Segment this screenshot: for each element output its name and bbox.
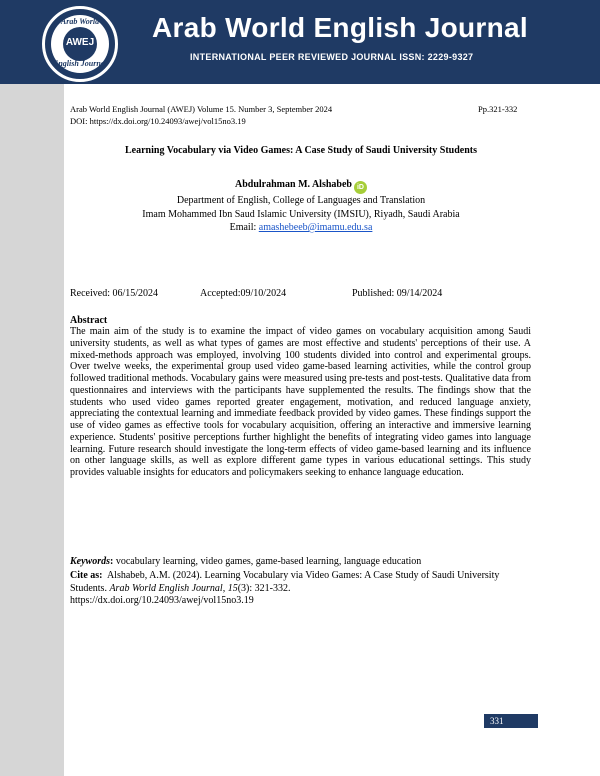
journal-logo xyxy=(42,6,118,82)
paper-title: Learning Vocabulary via Video Games: A Case Study of Saudi University Students xyxy=(125,145,477,156)
keywords-text: vocabulary learning, video games, game-based learning, language education xyxy=(115,556,422,567)
left-margin-bar xyxy=(0,0,64,776)
email-link[interactable]: amashebeeb@imamu.edu.sa xyxy=(258,222,373,233)
journal-title: Arab World English Journal xyxy=(152,12,528,43)
page-number: 331 xyxy=(490,716,504,726)
abstract-text: The main aim of the study is to examine the impact of video games on vocabulary acquisition among Saudi university students, as well as what types of games are most effective and students' perceptions of their use. A mixed-methods approach was employed, involving 100 students divided into control and experimental groups. Over twelve weeks, the experimental group used video game-based learning activities, while the control group followed traditional methods. Vocabulary gains were measured using pre-tests and post-tests. Qualitative data from questionnaires and interviews with the participants have supplemented the results. The findings show that the students who used video games reported greater engagement, motivation, and reduced language anxiety, appreciating the contextual learning and immediate feedback provided by video games. These findings support the use of video games as effective tools for vocabulary acquisition, offering an interactive and immersive learning experience. Students' positive perceptions further highlight the benefits of integrating video games into language learning. Future research should investigate the long-term effects of video game-based learning and its influence on other language skills, as well as explore different game types in various educational settings. This study provides valuable insights for educators and policymakers seeking to enhance language education. xyxy=(70,326,531,478)
logo-bottom-text: English Journal xyxy=(52,59,108,68)
journal-header xyxy=(0,0,600,84)
keywords-label: Keywords xyxy=(70,556,110,567)
author-university: Imam Mohammed Ibn Saud Islamic University (IMSIU), Riyadh, Saudi Arabia xyxy=(142,208,460,220)
journal-subtitle: INTERNATIONAL PEER REVIEWED JOURNAL ISSN: 2229-9327 xyxy=(190,52,474,62)
author-department: Department of English, College of Languages and Translation xyxy=(176,195,426,206)
keywords-line: Keywords: vocabulary learning, video games, game-based learning, language education xyxy=(70,556,422,567)
logo-top-text: Arab World xyxy=(60,17,100,26)
cite-journal: Arab World English Journal, 15 xyxy=(109,582,238,594)
cite-issue: (3): 321-332. xyxy=(237,582,291,594)
received-date: Received: 06/15/2024 xyxy=(70,288,159,299)
citation-line: Arab World English Journal (AWEJ) Volume 15. Number 3, September 2024 xyxy=(70,104,333,114)
logo-center-text: AWEJ xyxy=(65,37,95,48)
doi-line[interactable]: DOI: https://dx.doi.org/10.24093/awej/vol15no3.19 xyxy=(70,116,246,126)
author-block xyxy=(70,178,532,235)
published-date: Published: 09/14/2024 xyxy=(352,288,443,299)
accepted-date: Accepted:09/10/2024 xyxy=(200,288,287,299)
orcid-icon[interactable]: iD xyxy=(354,181,367,194)
author-name: Abdulrahman M. Alshabeb xyxy=(235,179,352,190)
email-label: Email: xyxy=(229,222,257,233)
cite-doi[interactable]: https://dx.doi.org/10.24093/awej/vol15no3.19 xyxy=(70,595,254,606)
cite-authors: Alshabeb, A.M. (2024). Learning Vocabulary via Video Games: A Case Study of Saudi University Students. xyxy=(70,570,500,594)
abstract-heading: Abstract xyxy=(70,315,108,326)
page-number-box xyxy=(484,714,538,728)
cite-label: Cite as: xyxy=(70,570,103,581)
cite-as-block xyxy=(70,570,531,608)
page-range: Pp.321-332 xyxy=(478,104,518,114)
